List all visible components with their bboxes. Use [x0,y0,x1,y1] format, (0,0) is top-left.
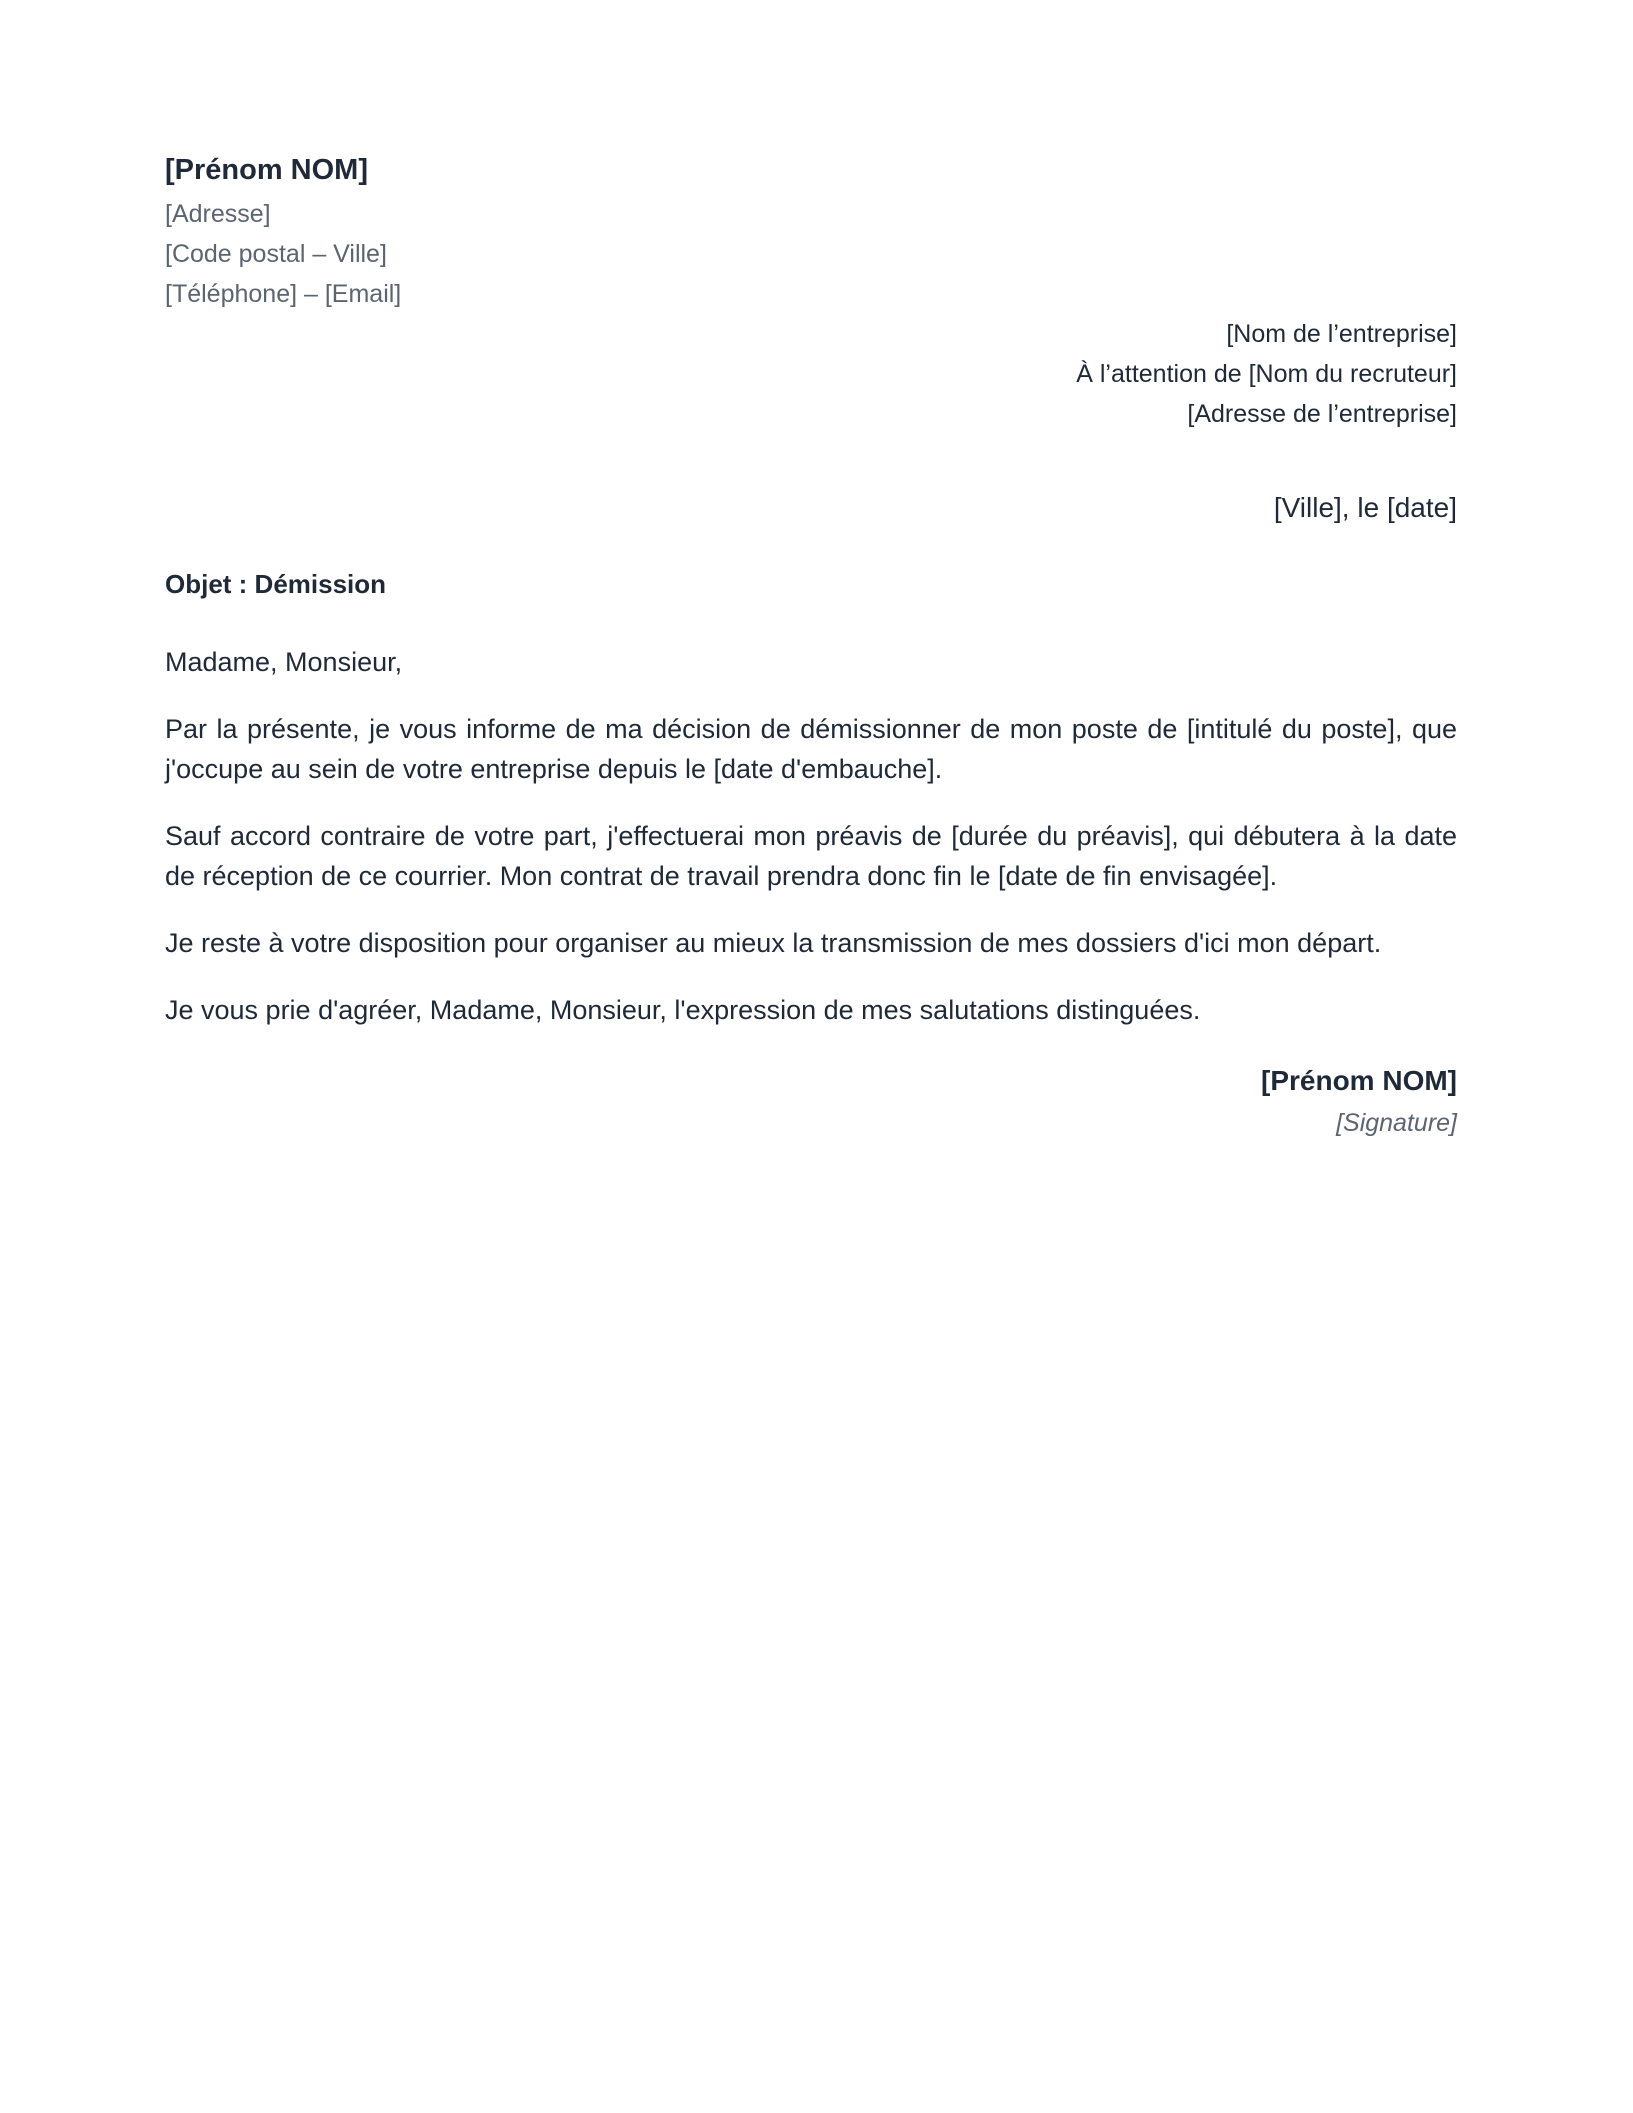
paragraph-resignation: Par la présente, je vous informe de ma décision de démissionner de mon poste de [intitulé du poste], que j'occupe au sein de votre entreprise depuis le [date d'embauche]. [165,714,1457,784]
recipient-attention: À l’attention de [Nom du recruteur] [1076,360,1457,388]
recipient-address: [Adresse de l’entreprise] [1187,400,1457,428]
sender-postal-city: [Code postal – Ville] [165,240,387,268]
paragraph-handover: Je reste à votre disposition pour organiser au mieux la transmission de mes dossiers d'ici mon départ. [165,928,1382,958]
place-date-line: [Ville], le [date] [1273,492,1457,523]
sender-name: [Prénom NOM] [165,154,368,186]
salutation: Madame, Monsieur, [165,647,403,677]
letter-subject: Objet : Démission [165,569,387,599]
signature-block [1261,1060,1457,1144]
signature-name: [Prénom NOM] [1261,1065,1457,1096]
letter-body [165,642,1457,1057]
sender-contact: [Téléphone] – [Email] [165,280,402,308]
recipient-block [1076,314,1457,434]
paragraph-notice: Sauf accord contraire de votre part, j'effectuerai mon préavis de [durée du préavis], qui débutera à la date de réception de ce courrier. Mon contrat de travail prendra donc fin le [date de fin envisagée]. [165,821,1457,891]
signature-placeholder: [Signature] [1336,1109,1457,1137]
recipient-company: [Nom de l’entreprise] [1226,320,1457,348]
paragraph-closing: Je vous prie d'agréer, Madame, Monsieur, l'expression de mes salutations distinguées. [165,995,1201,1025]
sender-address: [Adresse] [165,200,271,228]
sender-block [165,150,401,314]
